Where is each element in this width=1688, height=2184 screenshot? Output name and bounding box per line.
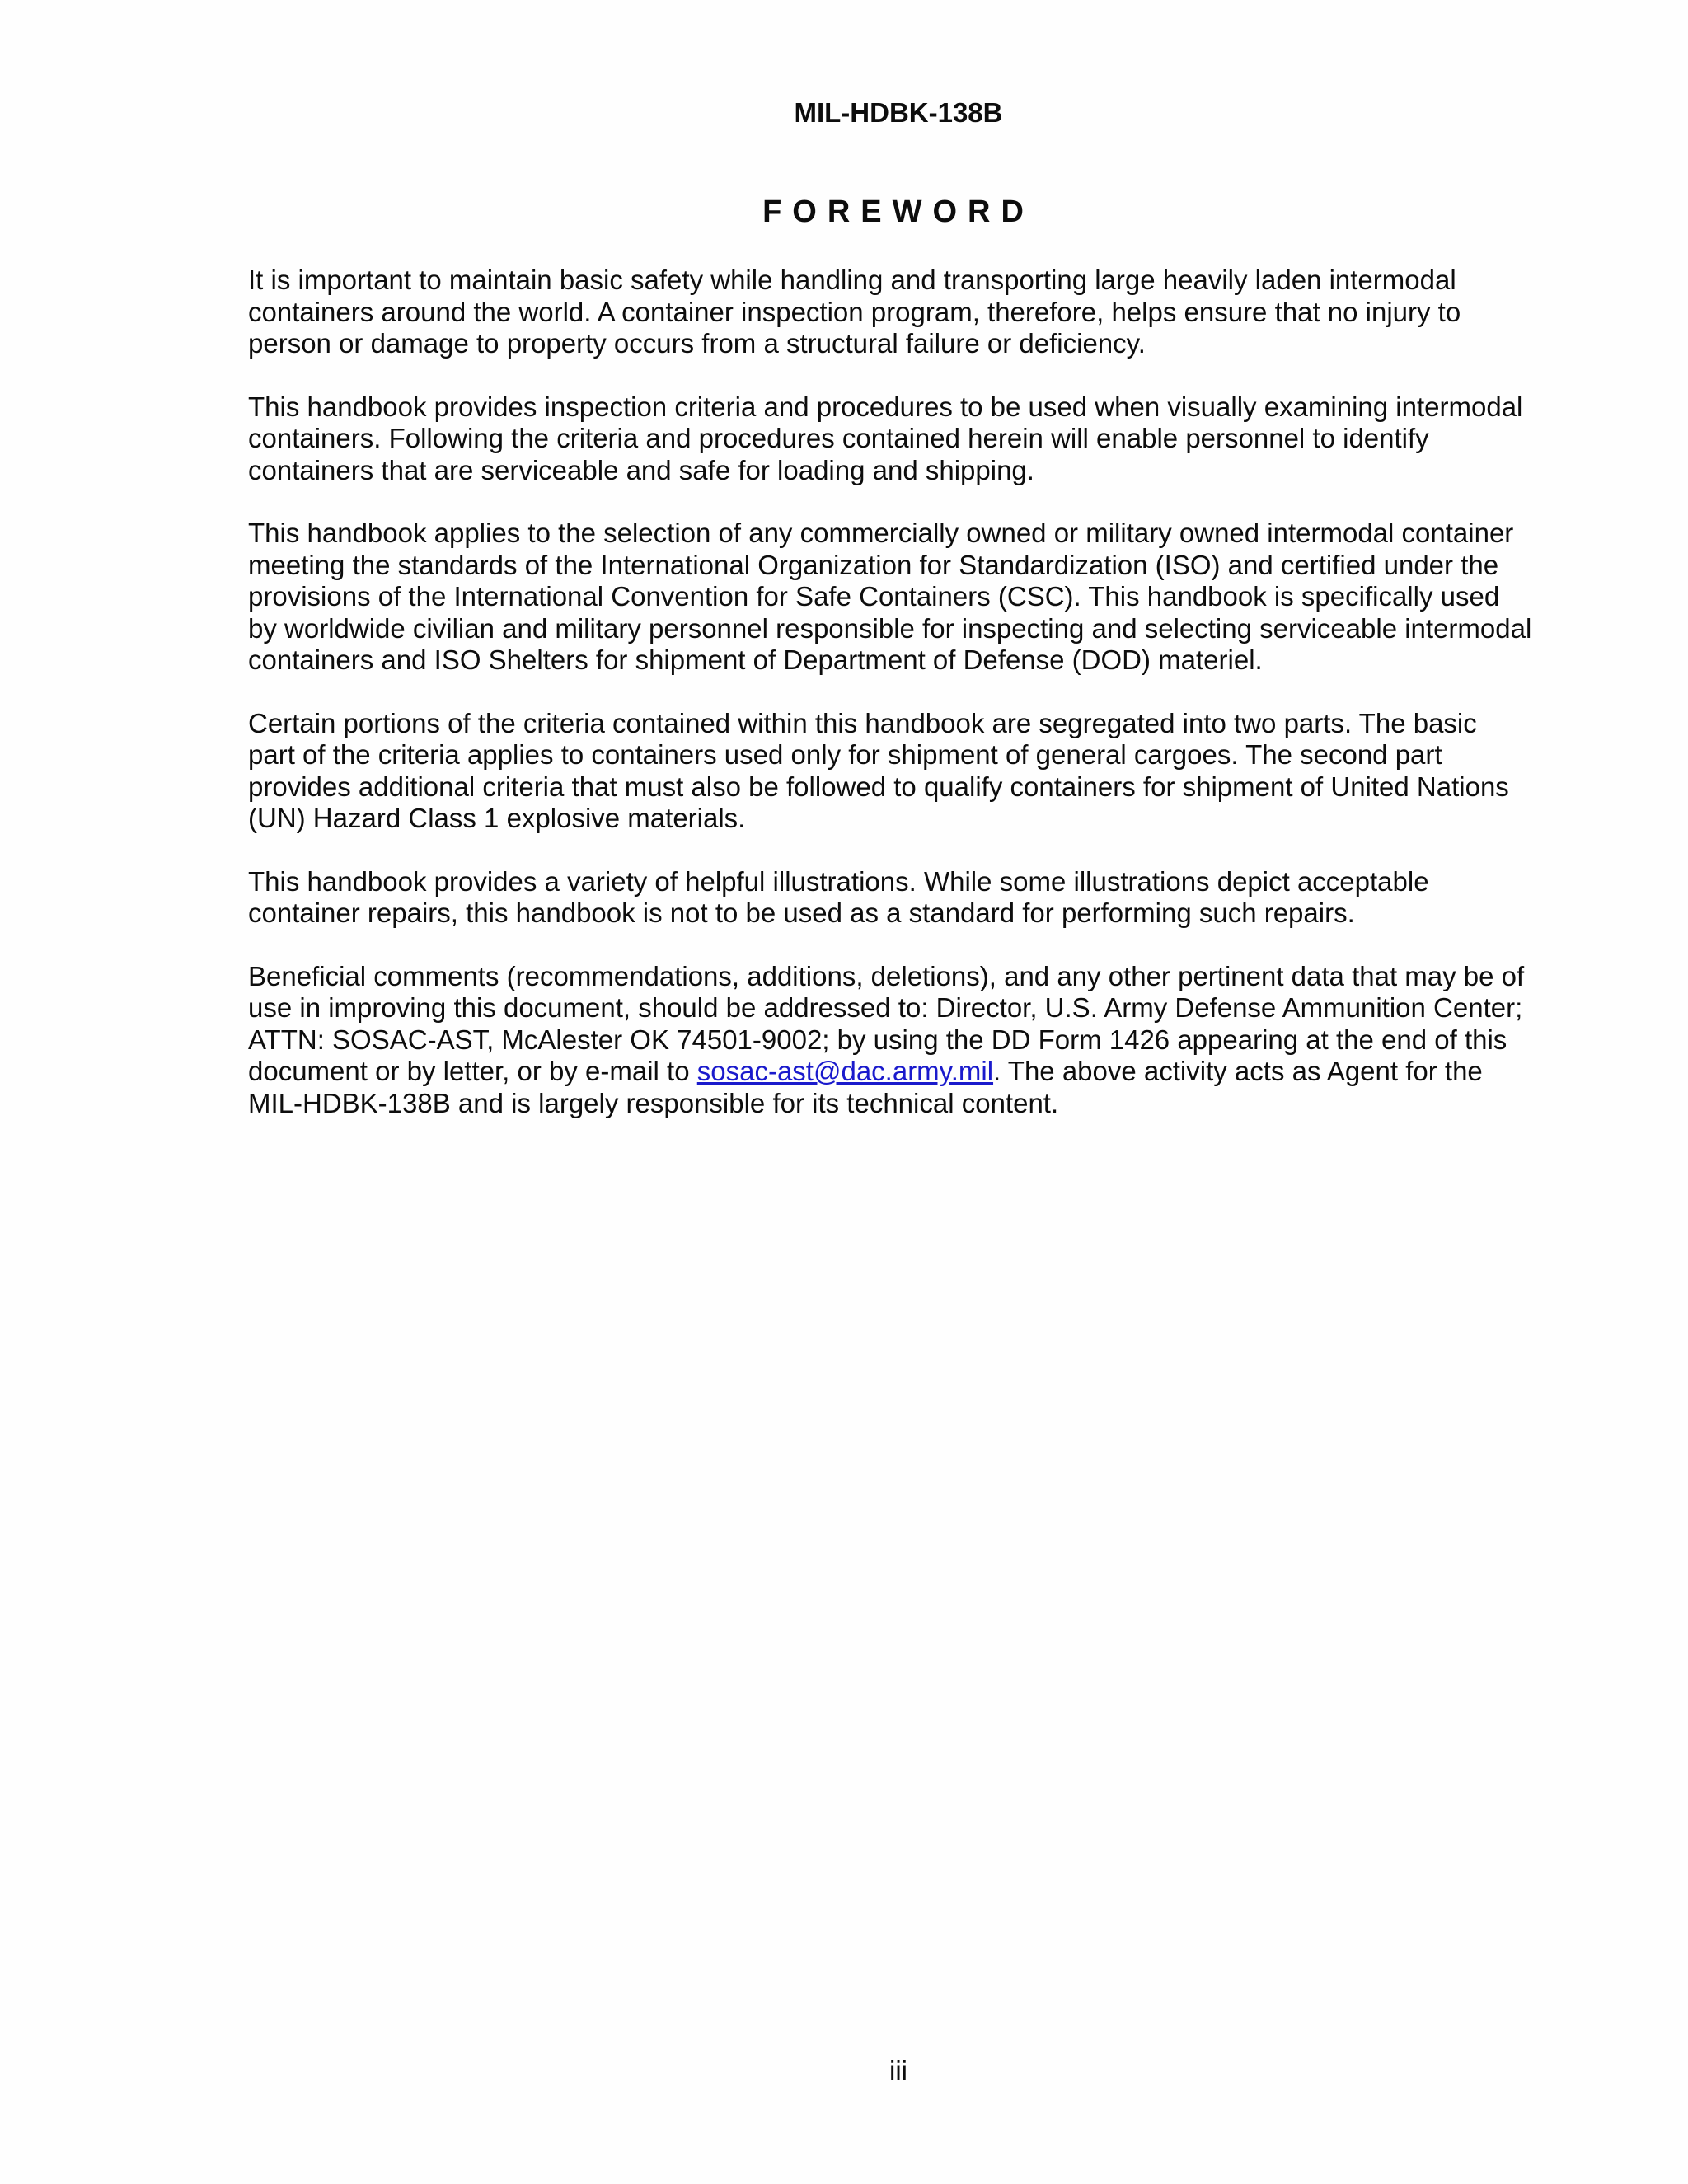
comments-text-after: . The above activity acts as Agent for the MIL-HDBK-138B and is largely responsible for its technical content. [248, 1056, 1483, 1118]
paragraph-applicability: This handbook applies to the selection of any commercially owned or military owned intermodal container meeting the standards of the International Organization for Standardization (ISO) and certified under the provisions of the International Convention for Safe Containers (CSC). This handbook is specifically used by worldwide civilian and military personnel responsible for inspecting and selecting serviceable intermodal containers and ISO Shelters for shipment of Department of Defense (DOD) materiel. [248, 518, 1532, 675]
paragraph-comments [248, 961, 1567, 1120]
paragraph-safety: It is important to maintain basic safety while handling and transporting large heavily laden intermodal containers around the world. A container inspection program, therefore, helps ensure that no injury to person or damage to property occurs from a structural failure or deficiency. [248, 265, 1461, 359]
paragraph-criteria: This handbook provides inspection criteria and procedures to be used when visually examining intermodal containers. Following the criteria and procedures contained herein will enable personnel to identify containers that are serviceable and safe for loading and shipping. [248, 391, 1523, 485]
foreword-body [248, 265, 1567, 1151]
page-number: iii [889, 2055, 907, 2086]
paragraph-segregation: Certain portions of the criteria contained within this handbook are segregated into two parts. The basic part of the criteria applies to containers used only for shipment of general cargoes. The second part provides additional criteria that must also be followed to qualify containers for shipment of United Nations (UN) Hazard Class 1 explosive materials. [248, 707, 1509, 833]
paragraph-illustrations: This handbook provides a variety of helpful illustrations. While some illustrations depict acceptable container repairs, this handbook is not to be used as a standard for performing such repairs. [248, 865, 1429, 928]
document-id-header: MIL-HDBK-138B [794, 97, 1003, 128]
page-title: FOREWORD [762, 194, 1034, 229]
comments-text-before: Beneficial comments (recommendations, additions, deletions), and any other pertinent data that may be of use in improving this document, should be addressed to: Director, U.S. Army Defense Ammunition Center; ATTN: SOSAC-AST, McAlester OK 74501-9002; by using the DD Form 1426 appearing at the end of this document or by letter, or by e-mail to [248, 960, 1525, 1086]
email-link[interactable]: sosac-ast@dac.army.mil [696, 1056, 994, 1086]
